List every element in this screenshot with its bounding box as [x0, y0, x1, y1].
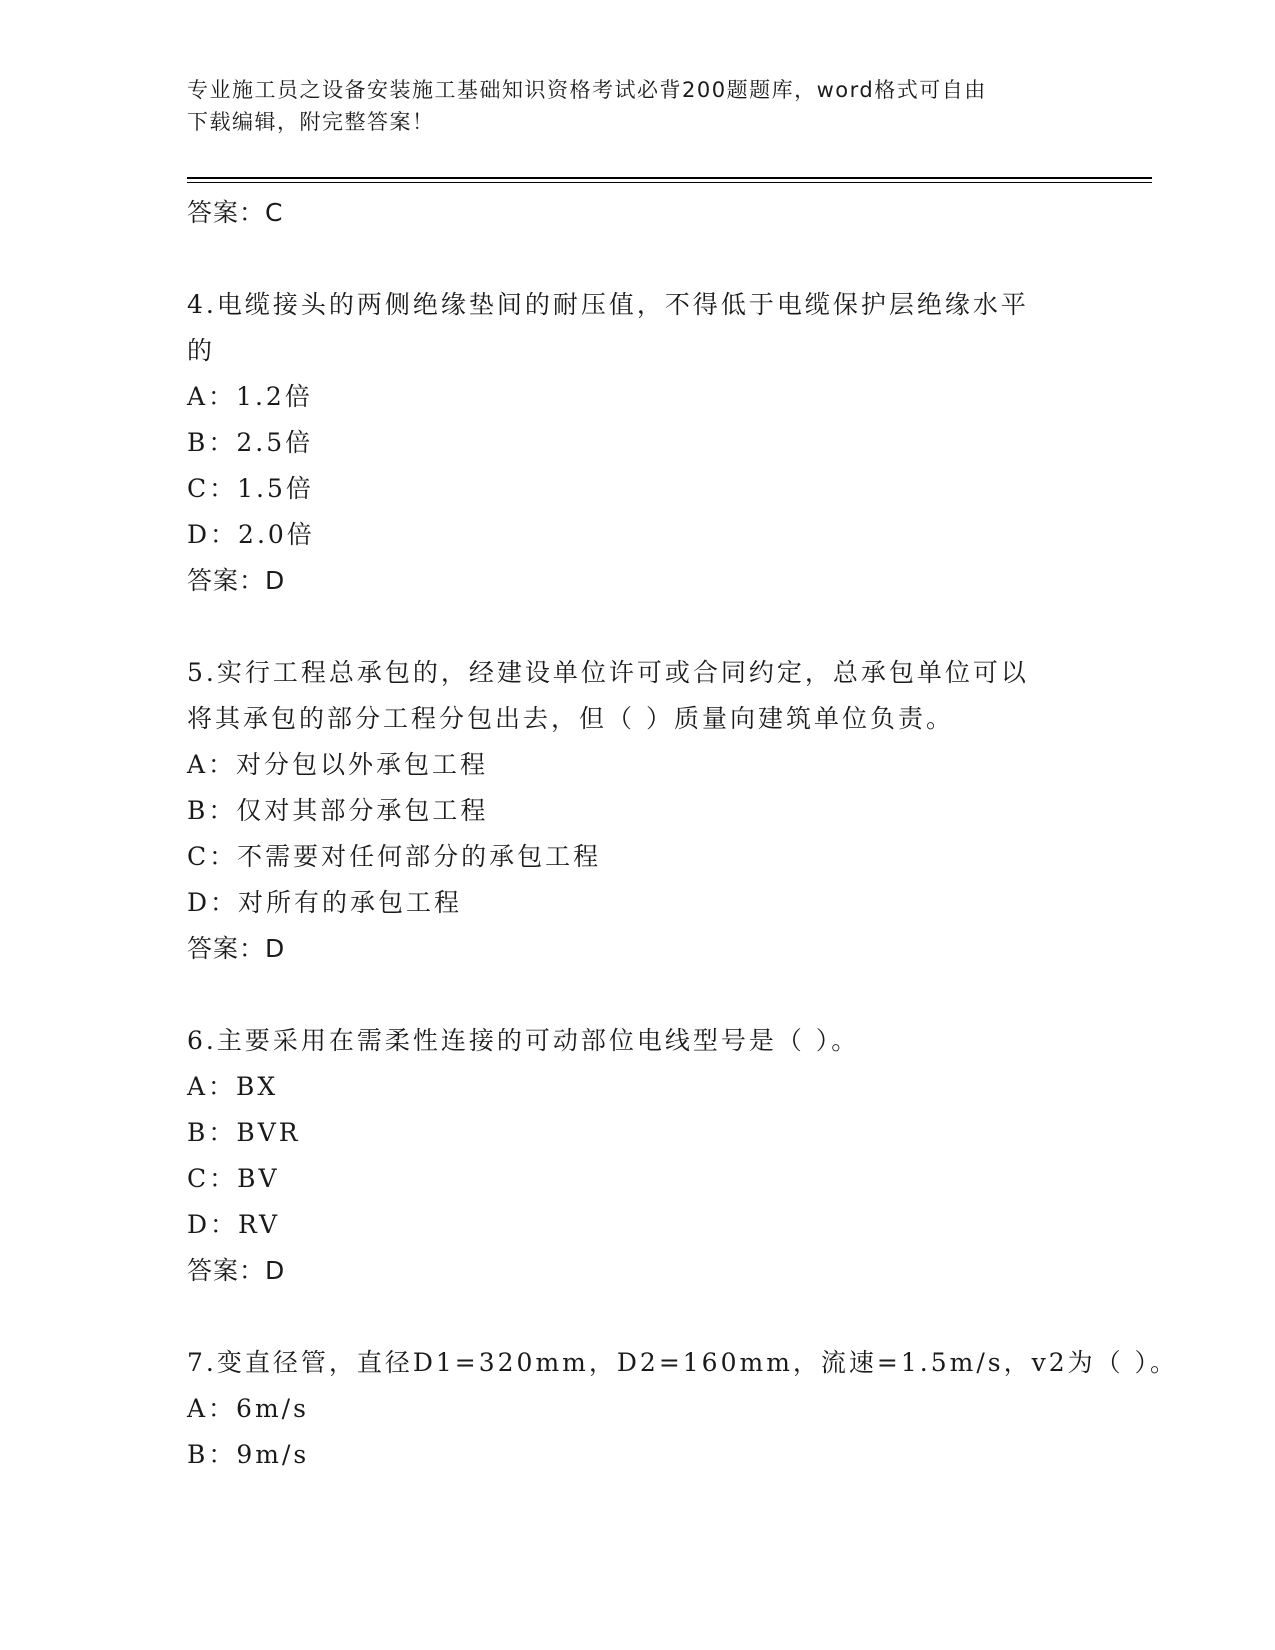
- question-block: [187, 1340, 1179, 1478]
- option-b: B：2.5倍: [187, 428, 314, 457]
- header-line-1: 专业施工员之设备安装施工基础知识资格考试必背200题题库，word格式可自由: [187, 78, 987, 102]
- option-a: A：1.2倍: [187, 382, 313, 411]
- question-list: [187, 190, 1179, 1478]
- option-b: B：BVR: [187, 1118, 301, 1147]
- spacer: [187, 1294, 1087, 1340]
- answer-label: 答案：D: [187, 566, 286, 595]
- question-stem: 5.实行工程总承包的，经建设单位许可或合同约定，总承包单位可以: [187, 658, 1029, 687]
- question-stem: 4.电缆接头的两侧绝缘垫间的耐压值，不得低于电缆保护层绝缘水平: [187, 290, 1029, 319]
- option-c: C：不需要对任何部分的承包工程: [187, 842, 602, 871]
- spacer: [187, 236, 1087, 282]
- header-line-2: 下载编辑，附完整答案！: [187, 110, 435, 134]
- option-d: D：RV: [187, 1210, 281, 1239]
- document-header: [187, 74, 1067, 138]
- question-block: [187, 1018, 1087, 1294]
- header-rule-thick: [187, 177, 1152, 179]
- question-stem-continued: 的: [187, 336, 216, 365]
- spacer: [187, 972, 1087, 1018]
- spacer: [187, 604, 1087, 650]
- option-a: A：对分包以外承包工程: [187, 750, 489, 779]
- option-a: A：6m/s: [187, 1394, 309, 1423]
- answer-label: 答案：D: [187, 934, 286, 963]
- question-stem-continued: 将其承包的部分工程分包出去，但（ ）质量向建筑单位负责。: [187, 704, 954, 733]
- question-stem: 6.主要采用在需柔性连接的可动部位电线型号是（ ）。: [187, 1026, 860, 1055]
- header-rule-thin: [187, 182, 1152, 183]
- question-block: [187, 650, 1087, 972]
- option-d: D：对所有的承包工程: [187, 888, 463, 917]
- option-a: A：BX: [187, 1072, 279, 1101]
- answer-label: 答案：D: [187, 1256, 286, 1285]
- option-d: D：2.0倍: [187, 520, 315, 549]
- option-b: B：仅对其部分承包工程: [187, 796, 489, 825]
- option-c: C：1.5倍: [187, 474, 314, 503]
- option-c: C：BV: [187, 1164, 280, 1193]
- question-block: [187, 282, 1087, 604]
- option-b: B：9m/s: [187, 1440, 310, 1469]
- question-stem: 7.变直径管，直径D1=320mm，D2=160mm，流速=1.5m/s，v2为（ ）。: [187, 1348, 1179, 1377]
- answer-label: 答案：C: [187, 198, 284, 227]
